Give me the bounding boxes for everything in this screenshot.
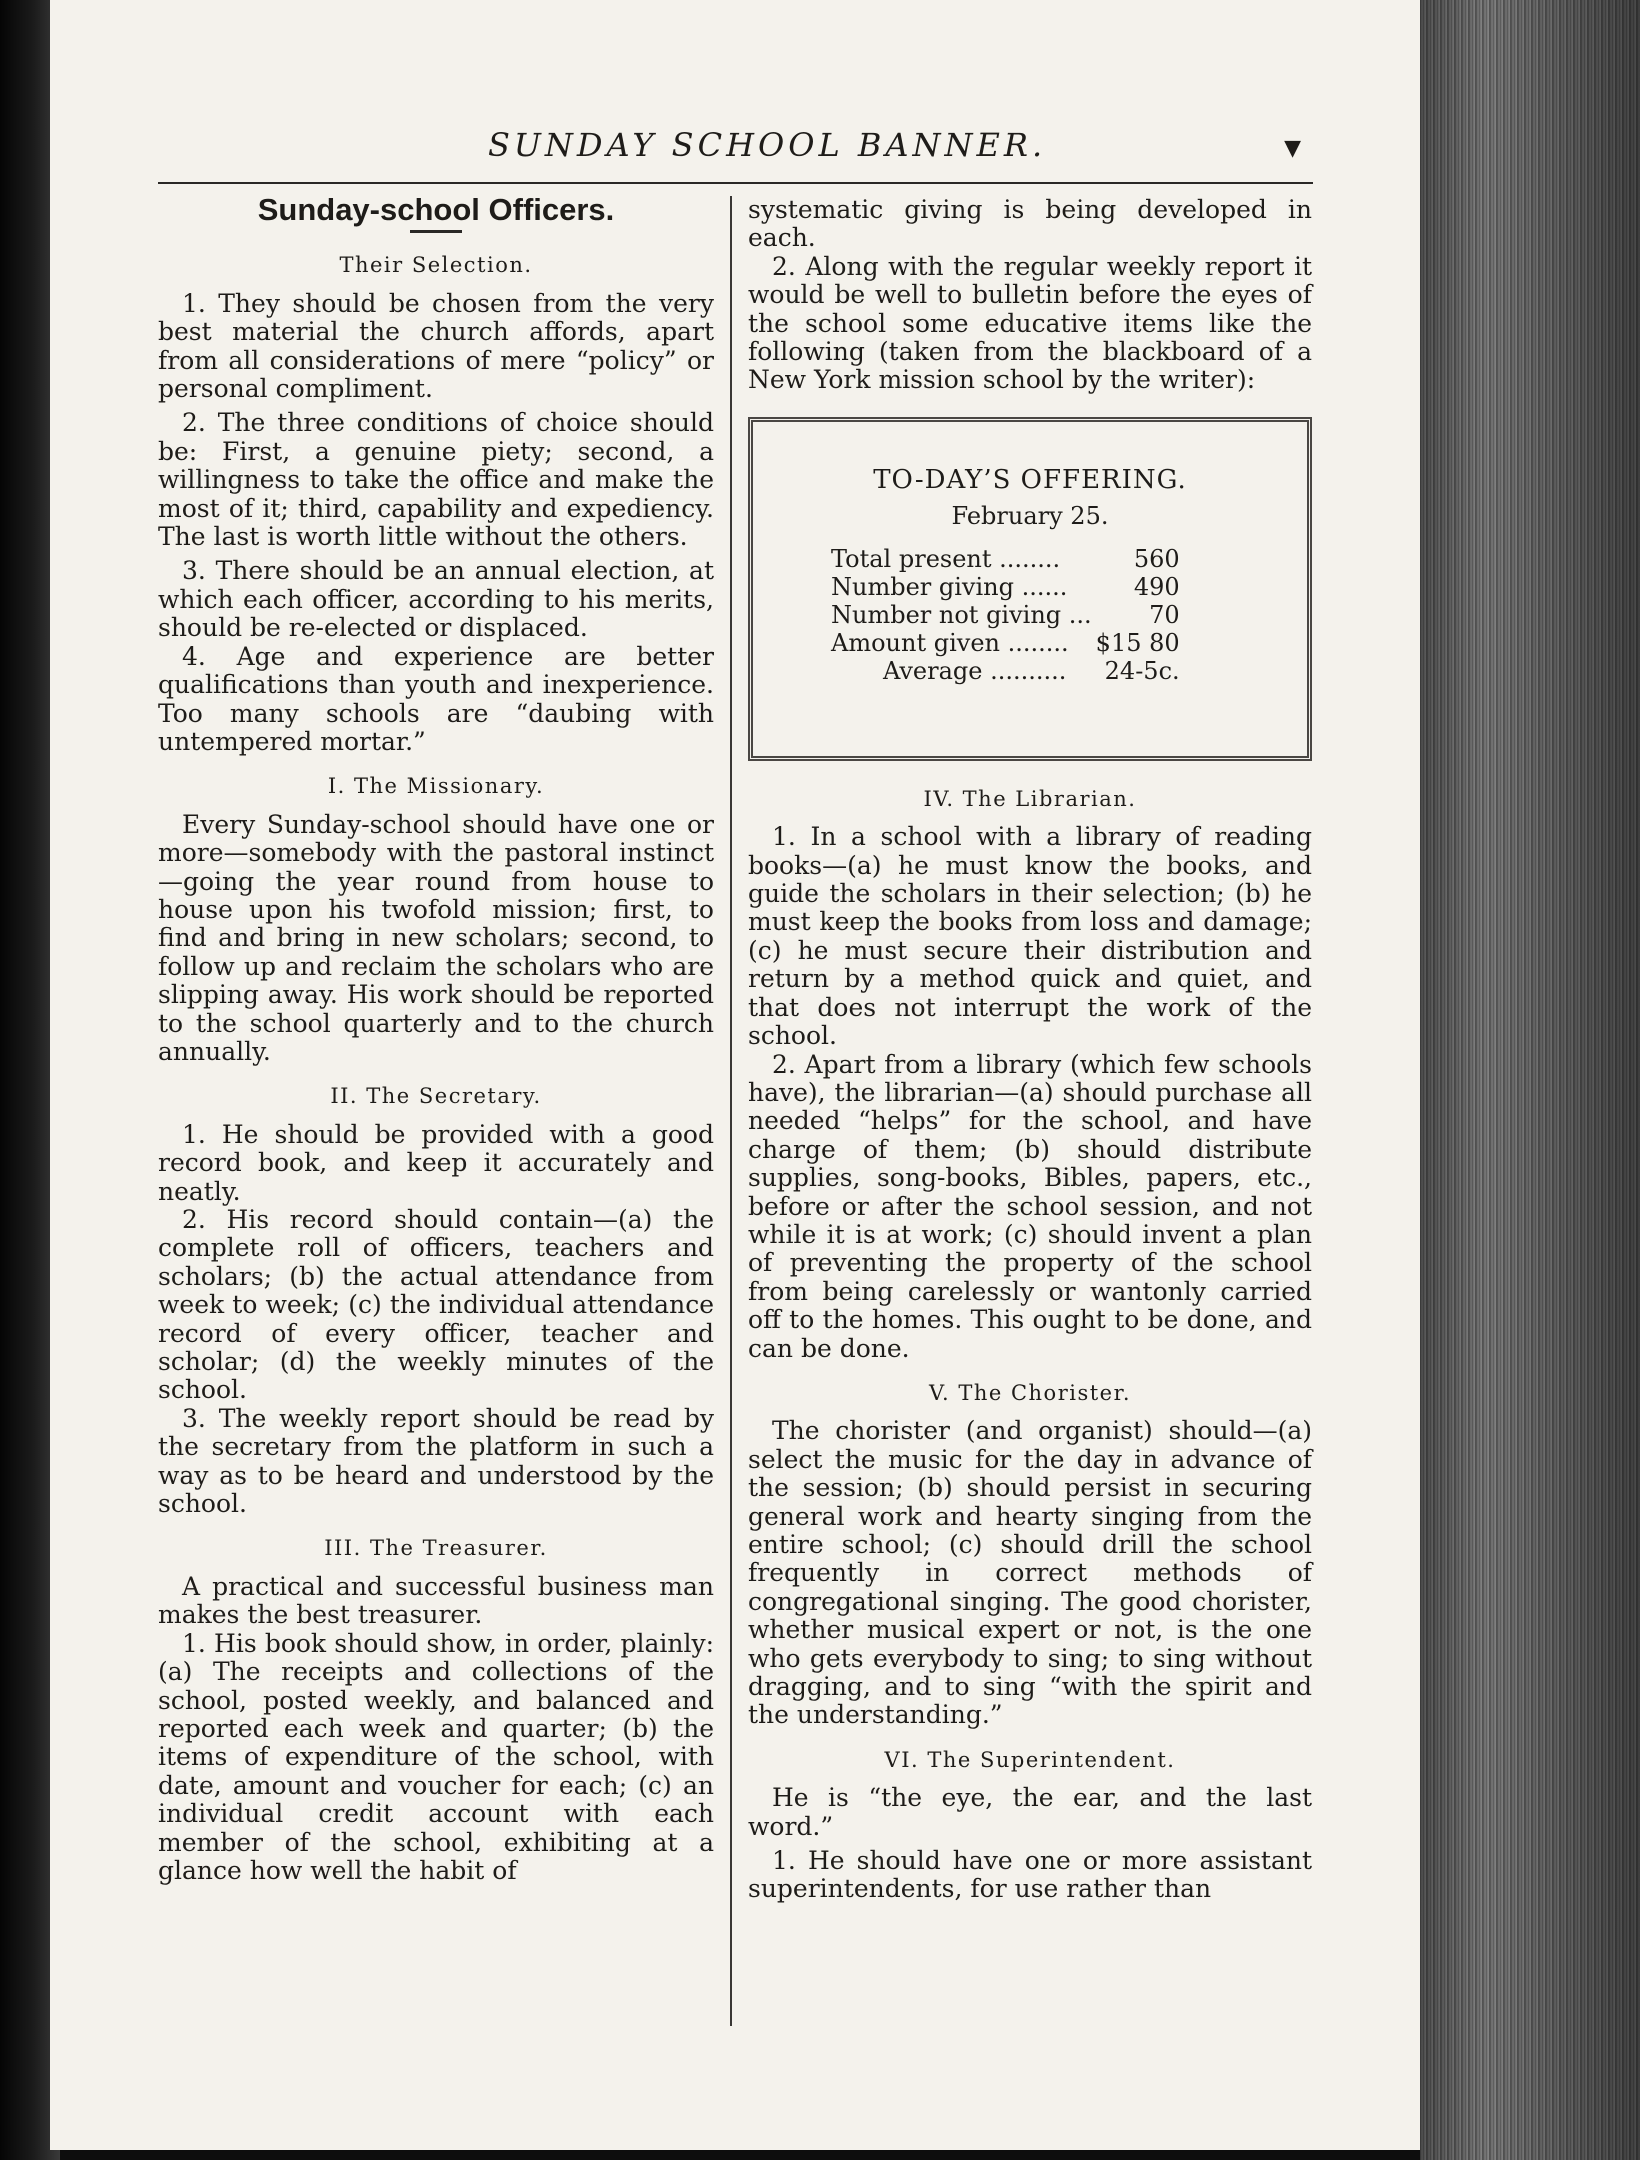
- offering-label: Total present ........: [831, 544, 1061, 573]
- paragraph: 3. There should be an annual election, at which each officer, according to his merits, should be re-elected or displaced.: [158, 556, 714, 643]
- paragraph: 1. His book should show, in order, plainly: (a) The receipts and collections of the school, posted weekly, and balanced and reported each week and quarter; (b) the items of expenditure of the school, with date, amount and voucher for each; (c) an individual credit account with each member of the school, exhibiting at a glance how well the habit of: [158, 1628, 714, 1885]
- paragraph: 2. The three conditions of choice should be: First, a genuine piety; second, a willingness to take the office and make the most of it; third, capability and expediency. The last is worth little without the others.: [158, 408, 714, 552]
- offering-row: [831, 601, 1180, 629]
- offering-row: [831, 573, 1180, 601]
- offering-label: Average ..........: [883, 656, 1067, 685]
- paragraph: 2. Apart from a library (which few schools have), the librarian—(a) should purchase all needed “helps” for the school, and have charge of them; (b) should distribute supplies, song-books, Bibles, papers, etc., before or after the school session, and not while it is at work; (c) should invent a plan of preventing the property of the school from being carelessly or wantonly carried off to the homes. This ought to be done, and can be done.: [748, 1049, 1312, 1363]
- section-heading-chorister: V. The Chorister.: [928, 1380, 1132, 1405]
- paragraph: 2. Along with the regular weekly report it would be well to bulletin before the eyes of the school some educative items like the following (taken from the blackboard of a New York mission school by the writer):: [748, 251, 1312, 395]
- paragraph: 1. They should be chosen from the very best material the church affords, apart from all considerations of mere “policy” or personal compliment.: [158, 288, 714, 404]
- paragraph: 4. Age and experience are better qualifications than youth and inexperience. Too many schools are “daubing with untempered mortar.”: [158, 641, 714, 756]
- article-title: Sunday-school Officers.: [257, 192, 615, 227]
- section-heading-superintendent: VI. The Superintendent.: [884, 1747, 1176, 1772]
- section-heading-secretary: II. The Secretary.: [330, 1084, 542, 1109]
- offering-title: TO-DAY’S OFFERING.: [873, 464, 1187, 495]
- offering-row: [831, 545, 1180, 573]
- paragraph: He is “the eye, the ear, and the last word.”: [748, 1783, 1312, 1841]
- paragraph: 3. The weekly report should be read by the secretary from the platform in such a way as to be heard and understood by the school.: [158, 1403, 714, 1519]
- offering-value: $15 80: [1095, 628, 1180, 657]
- section-heading-librarian: IV. The Librarian.: [923, 786, 1137, 811]
- left-column: [158, 192, 714, 1885]
- offering-label: Number giving ......: [831, 572, 1068, 601]
- offering-value: 560: [1133, 544, 1180, 573]
- book-spine-edge: [1420, 0, 1640, 2160]
- offering-table: [831, 545, 1180, 685]
- paragraph: The chorister (and organist) should—(a) select the music for the day in advance of the session; (b) should persist in securing general work and hearty singing from the entire school; (c) should drill the school frequently in correct methods of congregational singing. The good chorister, whether musical expert or not, is the one who gets everybody to sing; to sing without dragging, and to sing “with the spirit and the understanding.”: [748, 1416, 1312, 1730]
- paragraph: 1. He should be provided with a good record book, and keep it accurately and neatly.: [158, 1119, 714, 1206]
- right-column: [748, 196, 1312, 1904]
- paragraph: systematic giving is being developed in each.: [748, 195, 1312, 253]
- running-title: SUNDAY SCHOOL BANNER.: [488, 126, 1047, 164]
- offering-value: 24-5c.: [1104, 656, 1180, 685]
- paragraph: 1. He should have one or more assistant superintendents, for use rather than: [748, 1846, 1312, 1904]
- running-header: [158, 122, 1313, 184]
- offering-row: [831, 629, 1180, 657]
- paragraph: 2. His record should contain—(a) the complete roll of officers, teachers and scholars; (b) the actual attendance from week to week; (c) the individual attendance record of every officer, teacher and scholar; (d) the weekly minutes of the school.: [158, 1205, 714, 1405]
- offering-label: Amount given ........: [831, 628, 1069, 657]
- offering-value: 70: [1149, 600, 1180, 629]
- triangle-marker-icon: ▼: [1284, 136, 1301, 161]
- paragraph: 1. In a school with a library of reading books—(a) he must know the books, and guide the scholars in their selection; (b) he must keep the books from loss and damage; (c) he must secure their distribution and return by a method quick and quiet, and that does not interrupt the work of the school.: [748, 822, 1312, 1051]
- section-heading-missionary: I. The Missionary.: [327, 774, 545, 799]
- offering-label: Number not giving ...: [831, 600, 1092, 629]
- offering-row: [831, 657, 1180, 685]
- offering-value: 490: [1133, 572, 1180, 601]
- section-heading-selection: Their Selection.: [339, 253, 533, 278]
- title-rule: [410, 230, 462, 233]
- offering-date: February 25.: [951, 502, 1109, 531]
- paragraph: A practical and successful business man makes the best treasurer.: [158, 1571, 714, 1630]
- section-heading-treasurer: III. The Treasurer.: [324, 1536, 548, 1561]
- paragraph: Every Sunday-school should have one or more—somebody with the pastoral instinct—going the year round from house to house upon his twofold mission; first, to find and bring in new scholars; second, to follow up and reclaim the scholars who are slipping away. His work should be reported to the school quarterly and to the church annually.: [158, 809, 714, 1066]
- offering-box: [748, 417, 1312, 761]
- column-divider: [730, 196, 732, 2026]
